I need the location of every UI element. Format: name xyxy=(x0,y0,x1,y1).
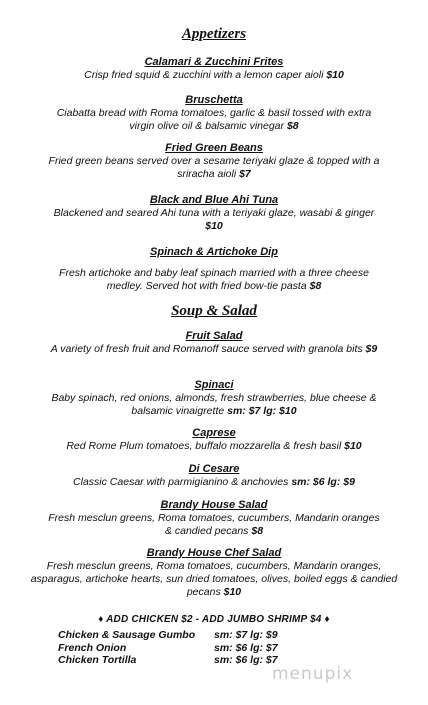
item-name: Brandy House Chef Salad xyxy=(146,547,282,559)
item-description: Fresh artichoke and baby leaf spinach married with a three cheese medley. Served hot with fried bow-tie pasta $8 xyxy=(59,267,369,292)
item-price: $8 xyxy=(286,120,299,132)
menu-item xyxy=(0,427,428,453)
item-price: $8 xyxy=(309,280,322,292)
item-price: $10 xyxy=(344,440,362,452)
item-description: Red Rome Plum tomatoes, buffalo mozzarella & fresh basil $10 xyxy=(66,440,362,452)
item-price: $10 xyxy=(205,220,223,232)
appetizers-header xyxy=(0,26,428,43)
item-description: Crisp fried squid & zucchini with a lemon caper aioli $10 xyxy=(84,69,344,81)
menu-item xyxy=(0,194,428,233)
item-name: Caprese xyxy=(192,427,236,439)
addon-note: ♦ ADD CHICKEN $2 - ADD JUMBO SHRIMP $4 ♦ xyxy=(98,614,330,625)
item-name: Brandy House Salad xyxy=(160,499,268,511)
list-item xyxy=(58,629,338,642)
item-description: Baby spinach, red onions, almonds, fresh strawberries, blue cheese & balsamic vinaigrette sm: $7 lg: $10 xyxy=(51,392,377,417)
menu-item xyxy=(0,499,428,538)
menu-item xyxy=(0,56,428,82)
soup-name: Chicken & Sausage Gumbo xyxy=(58,629,196,641)
item-price: $7 xyxy=(239,168,251,180)
item-price: sm: $6 lg: $9 xyxy=(291,476,355,488)
item-name: Calamari & Zucchini Frites xyxy=(144,56,284,68)
soup-price: sm: $6 lg: $7 xyxy=(214,654,278,666)
item-price: $8 xyxy=(251,525,264,537)
item-description: Fresh mesclun greens, Roma tomatoes, cucumbers, Mandarin oranges, asparagus, artichoke hearts, sun dried tomatoes, olives, boiled eggs & candied pecans $10 xyxy=(30,560,398,598)
item-description: Blackened and seared Ahi tuna with a teriyaki glaze, wasabi & ginger $10 xyxy=(53,207,375,232)
soup-price: sm: $6 lg: $7 xyxy=(214,641,278,654)
item-name: Fruit Salad xyxy=(185,330,243,342)
item-description: Classic Caesar with parmigianino & anchovies sm: $6 lg: $9 xyxy=(73,476,355,488)
menu-item xyxy=(0,142,428,181)
soup-salad-header xyxy=(0,303,428,320)
soup-name: French Onion xyxy=(58,641,127,654)
item-description: Ciabatta bread with Roma tomatoes, garlic & basil tossed with extra virgin olive oil & balsamic vinegar $8 xyxy=(56,107,372,132)
item-description: A variety of fresh fruit and Romanoff sauce served with granola bits $9 xyxy=(50,343,378,355)
soup-price: sm: $7 lg: $9 xyxy=(214,629,278,641)
list-item xyxy=(58,642,338,655)
section-title-soup-salad: Soup & Salad xyxy=(171,303,257,319)
item-description: Fried green beans served over a sesame teriyaki glaze & topped with a sriracha aioli $7 xyxy=(48,155,380,180)
item-name: Spinach & Artichoke Dip xyxy=(150,246,278,258)
menu-item xyxy=(0,330,428,356)
watermark: menupix xyxy=(272,664,354,684)
item-price: sm: $7 lg: $10 xyxy=(227,405,297,417)
menu-item xyxy=(0,94,428,133)
menu-item xyxy=(0,463,428,489)
item-name: Black and Blue Ahi Tuna xyxy=(149,194,279,206)
soup-list xyxy=(58,629,338,667)
menu-item xyxy=(0,547,428,599)
menu-item xyxy=(0,246,428,293)
item-price: $10 xyxy=(326,69,344,81)
item-name: Spinaci xyxy=(194,379,234,391)
section-title-appetizers: Appetizers xyxy=(181,26,247,42)
soup-name: Chicken Tortilla xyxy=(58,654,137,666)
item-name: Di Cesare xyxy=(188,463,240,475)
item-name: Fried Green Beans xyxy=(165,142,263,154)
item-description: Fresh mesclun greens, Roma tomatoes, cucumbers, Mandarin oranges & candied pecans $8 xyxy=(48,512,380,537)
item-name: Bruschetta xyxy=(185,94,243,106)
menu-item xyxy=(0,379,428,418)
item-price: $10 xyxy=(223,586,242,598)
item-price: $9 xyxy=(365,343,378,355)
